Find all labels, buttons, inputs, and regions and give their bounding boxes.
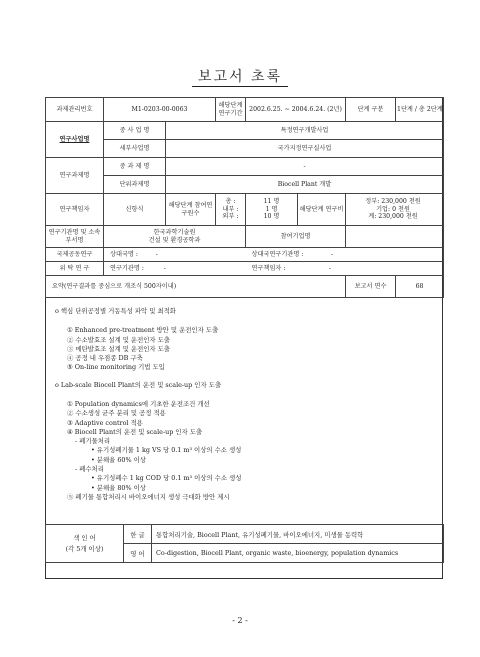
summary-bullet: • 분해율 60% 이상 (91, 455, 146, 464)
report-title (0, 66, 480, 86)
researcher-name: 신항식 (104, 194, 166, 226)
project-id-label: 과제관리번호 (46, 98, 104, 122)
total-label: 총 : (225, 197, 236, 205)
row-task-mid (46, 158, 444, 176)
institution-dept: 건설 및 환경공학과 (148, 236, 201, 244)
row-task-unit (46, 176, 444, 194)
commission-inst (104, 262, 246, 276)
company-name-value (346, 226, 444, 248)
participants-kind (216, 194, 246, 226)
row-project-mid (46, 122, 444, 140)
commission-resp-value: - (328, 264, 331, 272)
keywords-ko-value: 통합처리기술, Biocell Plant, 유기성폐기물, 바이오에너지, 미생물 동력학 (152, 525, 444, 544)
row-institution (46, 226, 444, 248)
participants-label: 해당단계 참여연구원수 (166, 194, 216, 226)
sum-label: 계: (368, 213, 377, 221)
row-project-detail (46, 140, 444, 158)
internal-count: 1 명 (265, 205, 278, 213)
intl-label: 국제공동연구 (46, 248, 104, 262)
institution-value (104, 226, 246, 248)
commission-inst-label: 연구기관명 : (110, 264, 144, 272)
researcher-label: 연구책임자 (46, 194, 104, 226)
keywords-label-note: (각 5개 이상) (65, 544, 104, 553)
intl-country (104, 248, 246, 262)
intl-inst (246, 248, 444, 262)
intl-inst-label: 상대국연구기관명 : (251, 250, 304, 258)
summary-item: ② 수소발효조 설계 및 운전인자 도출 (67, 335, 170, 344)
task-mid-value: - (166, 158, 444, 176)
summary-bullet: • 유기성폐수 1 kg COD 당 0.1 m³ 이상의 수소 생성 (91, 474, 242, 483)
gov-label: 정부: (365, 197, 380, 205)
company-name-label: 참여기업명 (246, 226, 346, 248)
participants-count (246, 194, 298, 226)
report-title-text: 보고서 초록 (192, 69, 288, 87)
commission-resp (246, 262, 444, 276)
funds-values (346, 194, 444, 226)
row-intl (46, 248, 444, 262)
summary-item: ② 수소생성 균주 분리 및 공정 적용 (67, 409, 166, 418)
summary-item: ⑤ 폐기물 통합처리시 바이오에너지 생성 극대화 방안 제시 (67, 492, 230, 501)
stage-label: 단계 구분 (346, 98, 396, 122)
pages-value: 68 (396, 276, 444, 298)
task-unit-value: Biocell Plant 개발 (166, 176, 444, 194)
spacer (55, 373, 433, 381)
summary-section-1: o 핵심 단위공정별 거동특성 파악 및 최적화 (55, 307, 176, 315)
internal-label: 내부 : (222, 205, 239, 213)
summary-item: ④ Biocell Plant의 운전 및 scale-up 인자 도출 (67, 427, 203, 436)
page-number: - 2 - (232, 616, 248, 625)
row-researcher (46, 194, 444, 226)
funds-gov-line (347, 198, 439, 206)
company-value: 0 천원 (392, 205, 410, 213)
row-summary-header (46, 276, 444, 298)
summary-item: ⑤ On-line monitoring 기법 도입 (67, 363, 165, 372)
summary-body (45, 301, 443, 524)
commission-label: 위 탁 연 구 (46, 262, 104, 276)
summary-item: ③ 메탄발효조 설계 및 운전인자 도출 (67, 344, 170, 353)
intl-inst-value: - (330, 250, 334, 258)
summary-item: ① Enhanced pre-treatment 방안 및 운전인자 도출 (67, 326, 219, 335)
row-commission (46, 262, 444, 276)
intl-country-label: 상대국명 : (110, 250, 138, 258)
gov-value: 230,000 천원 (381, 197, 421, 205)
keywords-label (46, 525, 124, 563)
project-detail-value: 국가지정연구실사업 (166, 140, 444, 158)
company-label: 기업: (376, 205, 391, 213)
keywords-en-value: Co-digestion, Biocell Plant, organic waste, bioenergy, population dynamics (152, 544, 444, 563)
institution-name: 한국과학기술원 (153, 228, 196, 236)
commission-inst-value: - (163, 264, 166, 272)
stage-value: 1단계 / 총 2단계 (396, 98, 444, 122)
keywords-label-main: 색 인 어 (73, 534, 96, 543)
summary-bullet: • 분해율 80% 이상 (91, 483, 146, 492)
intl-country-value: - (155, 250, 158, 258)
project-info-table (45, 97, 444, 298)
funds-label: 해당단계 연구비 (298, 194, 346, 226)
external-count: 10 명 (263, 213, 280, 221)
keywords-en-label: 영 어 (124, 544, 152, 563)
summary-item: ④ 공정 내 우점종 DB 구축 (67, 354, 143, 363)
period-label: 해당단계 연구기간 (216, 98, 246, 122)
summary-subtitle-water: - 폐수처리 (75, 464, 104, 473)
summary-item: ① Population dynamics에 기초한 운전조건 개선 (67, 399, 210, 408)
keywords-row-ko (46, 525, 444, 544)
summary-label: 요약(연구결과를 중심으로 개조식 500자이내) (46, 276, 346, 298)
summary-item: ③ Adaptive control 적용 (67, 418, 143, 427)
project-mid-label: 중 사 업 명 (104, 122, 166, 140)
spacer (55, 392, 433, 400)
task-label: 연구과제명 (46, 158, 104, 194)
funds-sum-line (347, 213, 439, 221)
keywords-ko-label: 한 글 (124, 525, 152, 544)
keywords-table (45, 524, 444, 563)
summary-subtitle-waste: - 폐기물처리 (75, 437, 111, 446)
sum-value: 230,000 천원 (378, 213, 418, 221)
institution-label: 연구기관명 및 소속부서명 (46, 226, 104, 248)
pages-label: 보고서 면수 (346, 276, 396, 298)
project-label: 연구사업명 (46, 122, 104, 158)
project-detail-label: 세부사업명 (104, 140, 166, 158)
total-count: 11 명 (263, 197, 280, 205)
project-mid-value: 특정연구개발사업 (166, 122, 444, 140)
external-label: 외부 : (222, 213, 239, 221)
task-unit-label: 단위과제명 (104, 176, 166, 194)
project-id-value: M1-0203-00-0063 (104, 98, 216, 122)
summary-section-2: o Lab-scale Biocell Plant의 운전 및 scale-up 인자 도출 (55, 380, 222, 389)
row-project-id (46, 98, 444, 122)
summary-bullet: • 유기성폐기물 1 kg VS 당 0.1 m³ 이상의 수소 생성 (91, 446, 242, 455)
period-value: 2002.6.25. ~ 2004.6.24. (2년) (246, 98, 346, 122)
task-mid-label: 중 과 제 명 (104, 158, 166, 176)
commission-resp-label: 연구책임자 : (251, 264, 286, 272)
